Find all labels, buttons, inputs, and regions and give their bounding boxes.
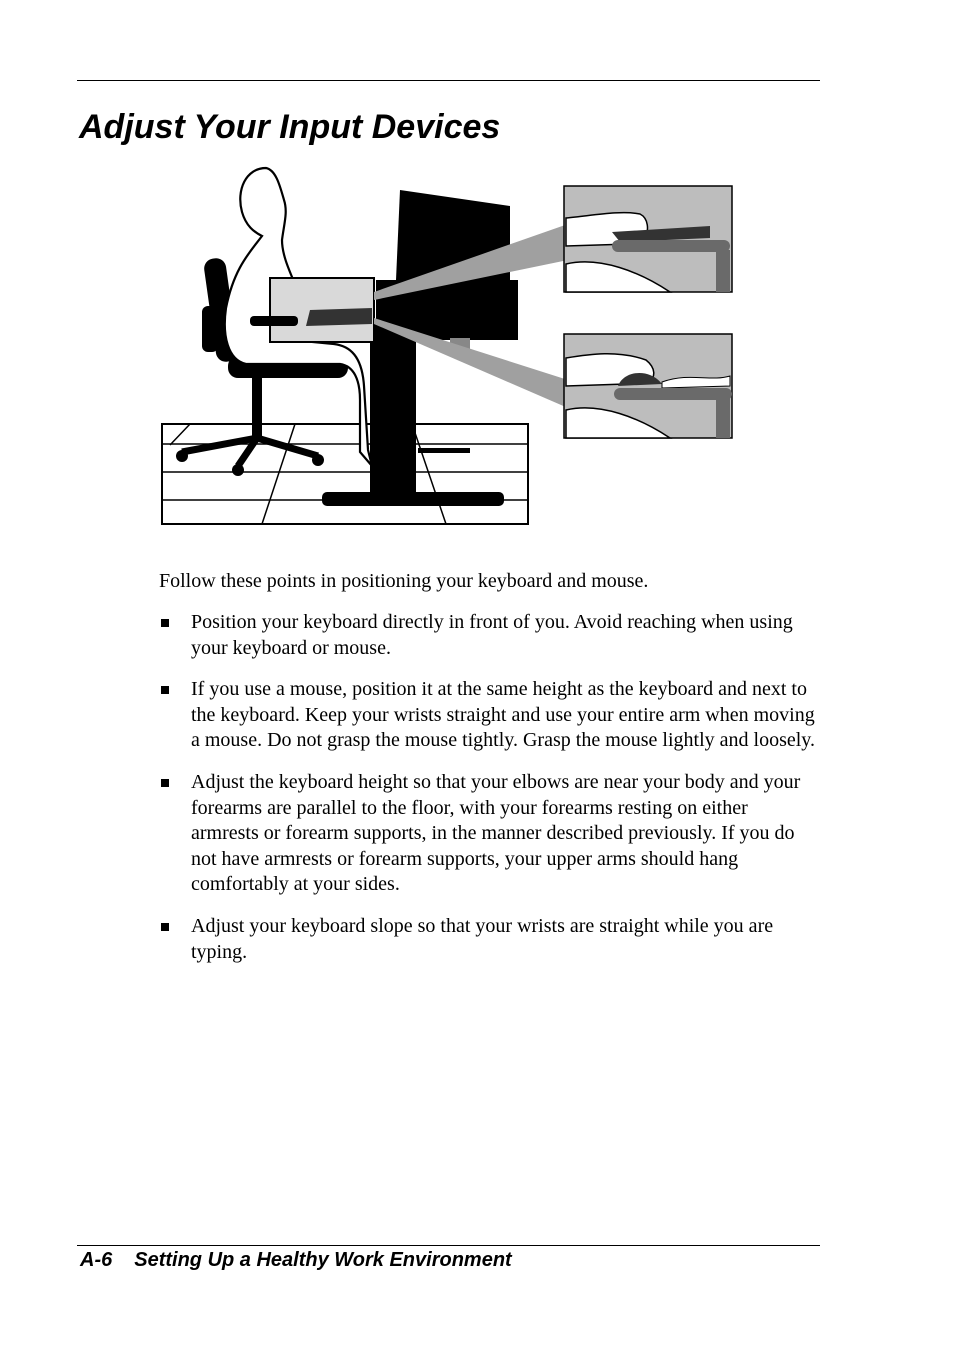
bullet-text: If you use a mouse, position it at the same height as the keyboard and next to the keyboard. Keep your wrists straight and use your entire arm when moving a mouse. Do not grasp the mouse tightly. Grasp the mouse lightly and loosely. (191, 678, 815, 752)
page-footer (80, 1246, 512, 1274)
intro-paragraph: Follow these points in positioning your keyboard and mouse. (159, 570, 649, 592)
page-title: Adjust Your Input Devices (79, 108, 501, 146)
list-item (159, 677, 819, 754)
mouse-icon (564, 334, 732, 438)
list-item (159, 610, 819, 661)
list-item (159, 770, 819, 898)
page-number: A-6 (80, 1249, 113, 1271)
workstation-illustration (150, 160, 750, 532)
bullet-list (159, 610, 819, 981)
bullet-square-icon (161, 779, 169, 787)
bullet-text: Adjust your keyboard slope so that your wrists are straight while you are typing. (191, 914, 774, 963)
bullet-square-icon (161, 619, 169, 627)
list-item (159, 914, 819, 965)
bullet-text: Position your keyboard directly in front of you. Avoid reaching when using your keyboard or mouse. (191, 611, 793, 659)
floor-grid (162, 424, 528, 524)
bullet-square-icon (161, 686, 169, 694)
header-rule (77, 80, 820, 81)
keyboard-detail-inset (564, 186, 732, 292)
chapter-title: Setting Up a Healthy Work Environment (134, 1249, 512, 1271)
bullet-text: Adjust the keyboard height so that your elbows are near your body and your forearms are parallel to the floor, with your forearms resting on either armrests or forearm supports, in the manner described previously. If you do not have armrests or forearm supports, your upper arms should hang comfortably at your sides. (191, 770, 801, 896)
bullet-square-icon (161, 923, 169, 931)
